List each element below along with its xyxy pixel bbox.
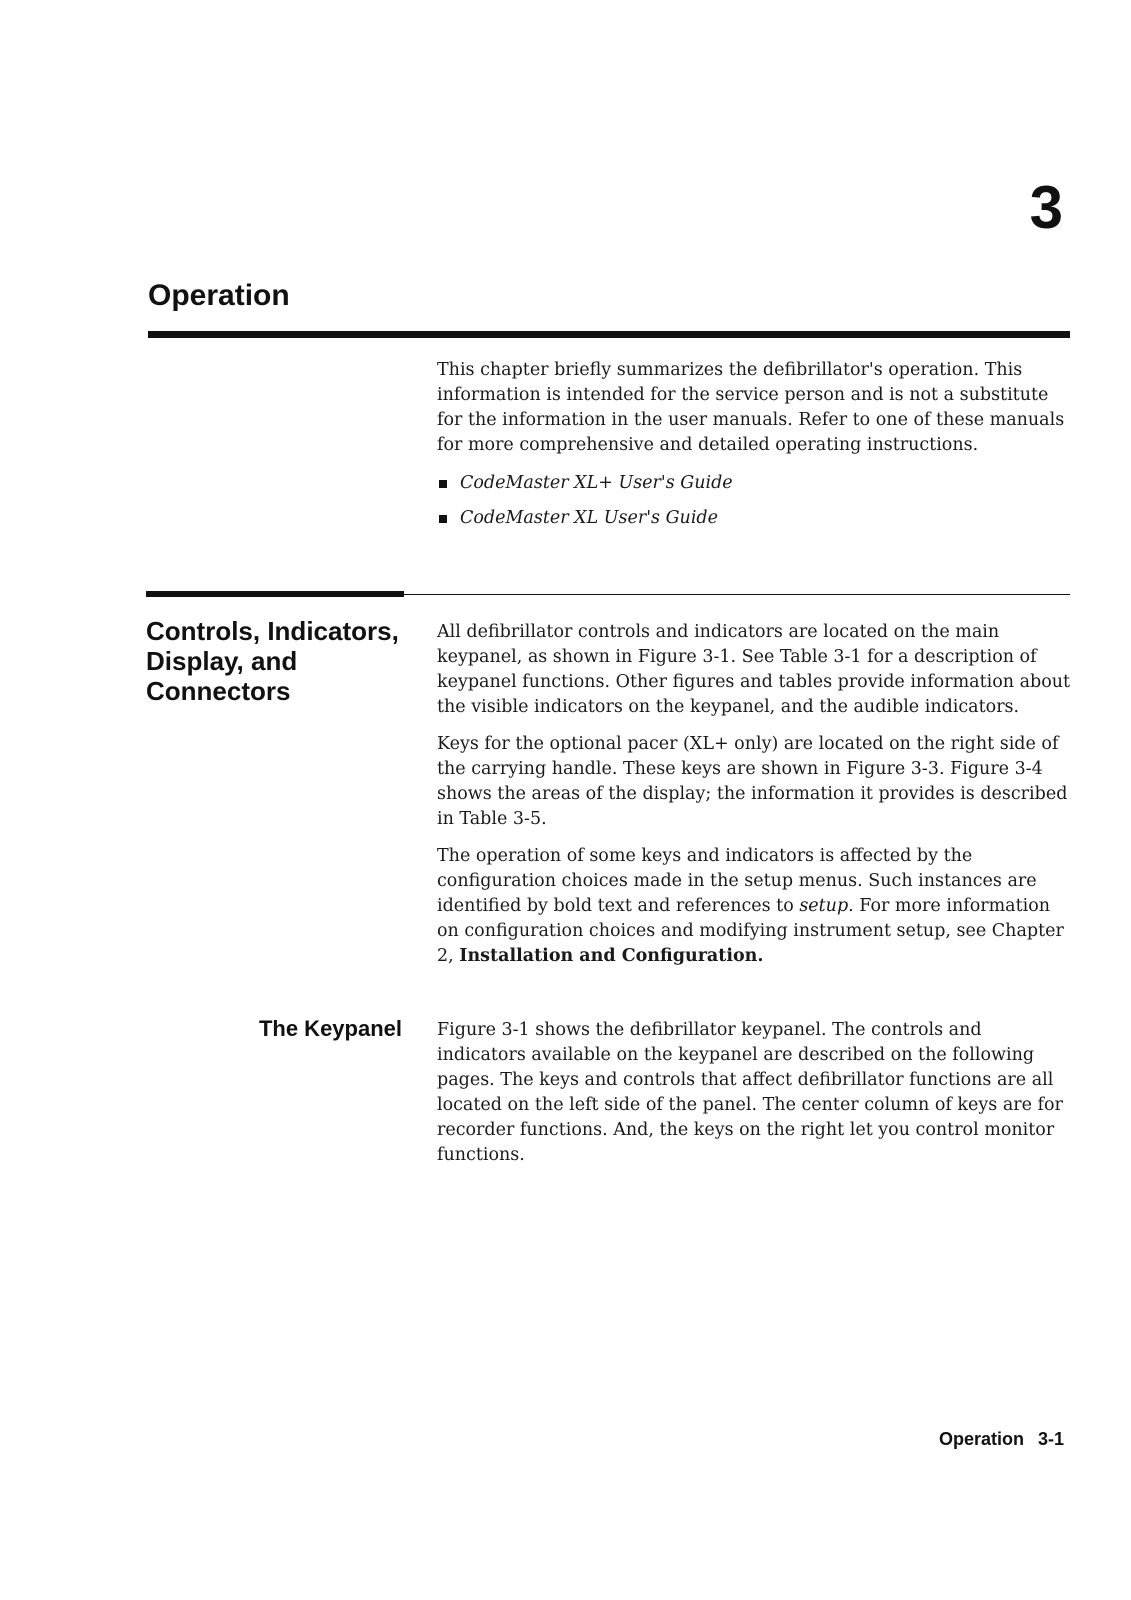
guide-list bbox=[437, 470, 1073, 532]
section-body bbox=[437, 620, 1073, 981]
list-item bbox=[437, 505, 1073, 532]
chapter-title-rule bbox=[148, 331, 1070, 338]
page-number: 3-1 bbox=[1037, 1429, 1064, 1449]
subsection-heading: The Keypanel bbox=[258, 1016, 402, 1041]
guide-title: CodeMaster XL User's Guide bbox=[460, 508, 718, 528]
footer-section-name: Operation bbox=[938, 1429, 1024, 1449]
section-paragraph-1: All defibrillator controls and indicators are located on the main keypanel, as shown in Figure 3-1. See Table 3-1 for a description of keypanel functions. Other figures and tables provide information about the visible indicators on the keypanel, and the audible indicators. bbox=[437, 622, 1071, 717]
chapter-title: Operation bbox=[148, 279, 290, 312]
section-paragraph-2: Keys for the optional pacer (XL+ only) are located on the right side of the carrying handle. These keys are shown in Figure 3-3. Figure 3-4 shows the areas of the display; the information it provides is described in Table 3-5. bbox=[437, 734, 1068, 829]
page-footer bbox=[939, 1430, 1064, 1448]
intro-paragraph: This chapter briefly summarizes the defibrillator's operation. This information is intended for the service person and is not a substitute for the information in the user manuals. Refer to one of these manuals for more comprehensive and detailed operating instructions. bbox=[437, 360, 1065, 455]
square-bullet-icon bbox=[439, 480, 447, 488]
guide-title: CodeMaster XL+ User's Guide bbox=[460, 473, 733, 493]
paragraph-text: For more information on configuration choices and modifying instrument setup, see Chapter 2, bbox=[437, 896, 1064, 966]
subsection-body bbox=[437, 1018, 1073, 1180]
section-rule-thin bbox=[404, 594, 1070, 595]
subsection-paragraph: Figure 3-1 shows the defibrillator keypanel. The controls and indicators available on the keypanel are described on the following pages. The keys and controls that affect defibrillator functions are all located on the left side of the panel. The center column of keys are for recorder functions. And, the keys on the right let you control monitor functions. bbox=[437, 1020, 1063, 1165]
square-bullet-icon bbox=[439, 515, 447, 523]
section-paragraph-3 bbox=[437, 844, 1073, 969]
section-rule-thick bbox=[146, 591, 404, 597]
list-item bbox=[437, 470, 1073, 497]
chapter-number: 3 bbox=[1029, 174, 1063, 241]
chapter-reference: Installation and Configuration. bbox=[459, 946, 764, 966]
intro-block bbox=[437, 358, 1073, 532]
section-heading: Controls, Indicators, Display, and Connectors bbox=[146, 616, 399, 706]
setup-reference: setup. bbox=[799, 896, 854, 916]
paragraph-text: The operation of some keys and indicators is affected by the configuration choices made in the setup menus. Such instances are identified by bold text and references to bbox=[437, 846, 1037, 916]
